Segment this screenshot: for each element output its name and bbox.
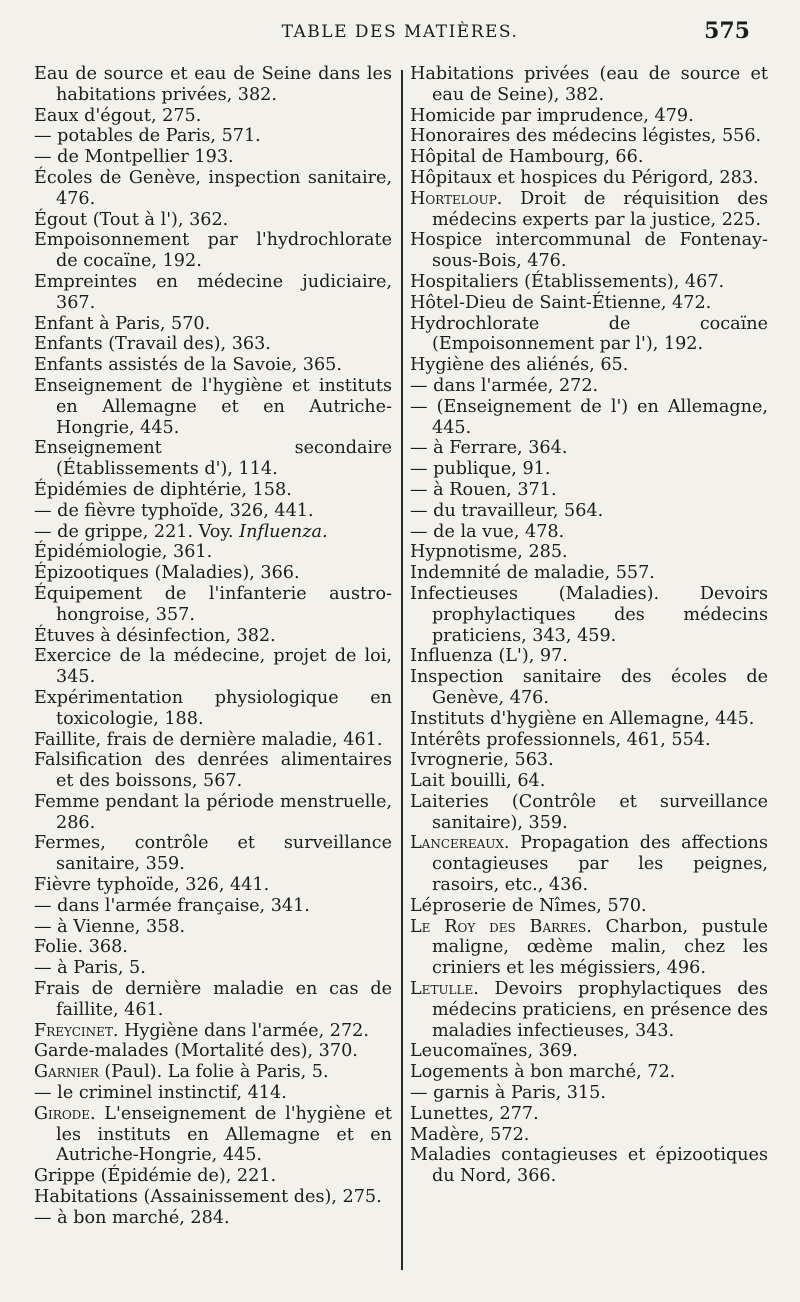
entry-text: Hôpitaux et hospices du Périgord, 283. xyxy=(410,167,759,188)
index-entry xyxy=(410,64,768,106)
entry-text: Intérêts professionnels, 461, 554. xyxy=(410,729,711,750)
entry-text: Enseignement secondaire (Établissements d'), 114. xyxy=(34,438,392,480)
index-entry xyxy=(410,730,768,751)
entry-text: Lait bouilli, 64. xyxy=(410,771,546,792)
index-entry xyxy=(410,1041,768,1062)
entry-text: Infectieuses (Maladies). Devoirs prophylactiques des médecins praticiens, 343, 459. xyxy=(410,583,768,646)
entry-text: Garde-malades (Mortalité des), 370. xyxy=(34,1041,358,1062)
entry-text: Habitations (Assainissement des), 275. xyxy=(34,1187,382,1208)
index-entry xyxy=(410,480,768,501)
index-entry xyxy=(34,750,392,792)
index-entry xyxy=(410,376,768,397)
entry-text: Enfants assistés de la Savoie, 365. xyxy=(34,355,342,376)
index-entry xyxy=(34,1041,392,1062)
index-entry xyxy=(34,792,392,834)
entry-text: Égout (Tout à l'), 362. xyxy=(34,209,229,230)
index-entry xyxy=(34,937,392,958)
index-entry xyxy=(410,501,768,522)
entry-text: Madère, 572. xyxy=(410,1124,530,1145)
index-entry xyxy=(410,917,768,979)
index-entry xyxy=(410,147,768,168)
entry-text: Laiteries (Contrôle et surveillance sanitaire), 359. xyxy=(410,791,768,833)
index-entry xyxy=(34,501,392,522)
entry-text: Enfants (Travail des), 363. xyxy=(34,334,271,355)
author-name: Freycinet. xyxy=(34,1020,119,1041)
entry-text: L'enseignement de l'hygiène et les instituts en Allemagne et en Autriche-Hongrie, 445. xyxy=(56,1103,392,1166)
index-entry xyxy=(34,334,392,355)
entry-text: Hospice intercommunal de Fontenay-sous-Bois, 476. xyxy=(410,230,768,272)
index-entry xyxy=(34,376,392,438)
entry-text: — de grippe, 221. Voy. xyxy=(34,521,240,542)
index-entry xyxy=(34,917,392,938)
entry-text: — de Montpellier 193. xyxy=(34,147,234,168)
entry-text: Fermes, contrôle et surveillance sanitaire, 359. xyxy=(34,833,392,875)
entry-text: Maladies contagieuses et épizootiques du Nord, 366. xyxy=(410,1145,768,1187)
entry-text: Hygiène dans l'armée, 272. xyxy=(118,1020,369,1041)
entry-text: Fièvre typhoïde, 326, 441. xyxy=(34,875,270,896)
index-entry xyxy=(34,584,392,626)
index-column-left xyxy=(34,64,392,1229)
index-entry xyxy=(34,147,392,168)
entry-text: Épidémies de diphtérie, 158. xyxy=(34,479,292,500)
entry-text: — publique, 91. xyxy=(410,459,551,480)
entry-text: Expérimentation physiologique en toxicologie, 188. xyxy=(34,687,392,729)
entry-text: Eau de source et eau de Seine dans les habitations privées, 382. xyxy=(34,64,392,105)
index-entry xyxy=(410,106,768,127)
index-entry xyxy=(34,958,392,979)
entry-text: Devoirs prophylactiques des médecins praticiens, en présence des maladies infectieuses, 343. xyxy=(432,979,768,1041)
index-entry xyxy=(34,542,392,563)
entry-text: Exercice de la médecine, projet de loi, 345. xyxy=(34,646,392,688)
index-entry xyxy=(34,438,392,480)
index-column-right xyxy=(410,64,768,1187)
index-entry xyxy=(410,1125,768,1146)
entry-text: — le criminel instinctif, 414. xyxy=(34,1083,287,1104)
index-entry xyxy=(34,1062,392,1083)
index-entry xyxy=(410,709,768,730)
entry-text: Étuves à désinfection, 382. xyxy=(34,625,276,646)
entry-text: — à Paris, 5. xyxy=(34,958,146,979)
index-entry xyxy=(34,126,392,147)
entry-text: — à Vienne, 358. xyxy=(34,916,186,937)
entry-text: Logements à bon marché, 72. xyxy=(410,1062,676,1083)
index-entry xyxy=(34,1021,392,1042)
index-entry xyxy=(34,833,392,875)
entry-text: — à Rouen, 371. xyxy=(410,479,557,500)
running-head: TABLE DES MATIÈRES. xyxy=(281,22,519,42)
entry-text: Écoles de Genève, inspection sanitaire, 476. xyxy=(34,167,392,209)
index-entry xyxy=(410,1083,768,1104)
index-entry xyxy=(34,106,392,127)
entry-text: Femme pendant la période menstruelle, 286. xyxy=(34,791,392,833)
entry-text: — du travailleur, 564. xyxy=(410,500,604,521)
entry-text: Hypnotisme, 285. xyxy=(410,542,568,563)
index-entry xyxy=(34,1083,392,1104)
entry-text: Faillite, frais de dernière maladie, 461. xyxy=(34,729,383,750)
index-entry xyxy=(410,542,768,563)
index-entry xyxy=(410,314,768,356)
index-entry xyxy=(410,584,768,646)
entry-text: Équipement de l'infanterie austro-hongroise, 357. xyxy=(34,583,392,625)
entry-text: Hospitaliers (Établissements), 467. xyxy=(410,271,725,292)
entry-text: Épizootiques (Maladies), 366. xyxy=(34,563,300,584)
entry-text: Charbon, pustule maligne, œdème malin, chez les criniers et les mégissiers, 496. xyxy=(432,916,768,979)
author-name: Le Roy des Barres. xyxy=(410,916,592,937)
index-entry xyxy=(34,563,392,584)
index-entry xyxy=(34,210,392,231)
index-entry xyxy=(34,896,392,917)
entry-text: — (Enseignement de l') en Allemagne, 445. xyxy=(410,396,768,438)
entry-text: Empoisonnement par l'hydrochlorate de cocaïne, 192. xyxy=(34,230,392,272)
index-entry xyxy=(410,646,768,667)
index-entry xyxy=(410,563,768,584)
index-entry xyxy=(410,397,768,439)
entry-text: Ivrognerie, 563. xyxy=(410,750,554,771)
index-entry xyxy=(34,230,392,272)
index-entry xyxy=(34,355,392,376)
index-entry xyxy=(410,1062,768,1083)
column-divider xyxy=(401,70,403,1270)
index-entry xyxy=(410,293,768,314)
entry-text: — à bon marché, 284. xyxy=(34,1207,230,1228)
entry-text: Leucomaïnes, 369. xyxy=(410,1041,578,1062)
entry-text: Grippe (Épidémie de), 221. xyxy=(34,1166,277,1187)
entry-text: Indemnité de maladie, 557. xyxy=(410,563,655,584)
entry-text: Inspection sanitaire des écoles de Genève, 476. xyxy=(410,667,768,708)
entry-text: (Paul). La folie à Paris, 5. xyxy=(98,1062,329,1083)
index-entry xyxy=(410,833,768,895)
index-entry xyxy=(34,168,392,210)
index-entry xyxy=(34,1104,392,1166)
index-entry xyxy=(34,522,392,543)
entry-text: Homicide par imprudence, 479. xyxy=(410,105,694,126)
entry-text: — à Ferrare, 364. xyxy=(410,438,568,459)
index-entry xyxy=(410,1145,768,1187)
index-entry xyxy=(410,272,768,293)
index-entry xyxy=(34,1166,392,1187)
entry-text: Folie. 368. xyxy=(34,937,128,958)
index-entry xyxy=(34,1187,392,1208)
entry-text: Hygiène des aliénés, 65. xyxy=(410,355,629,376)
index-entry xyxy=(410,168,768,189)
entry-text: Hôtel-Dieu de Saint-Étienne, 472. xyxy=(410,292,712,313)
author-name: Garnier xyxy=(34,1062,99,1083)
entry-text: Léproserie de Nîmes, 570. xyxy=(410,895,647,916)
index-entry xyxy=(410,522,768,543)
entry-text: Instituts d'hygiène en Allemagne, 445. xyxy=(410,708,755,729)
index-entry xyxy=(410,230,768,272)
index-entry xyxy=(410,792,768,834)
index-entry xyxy=(34,875,392,896)
index-entry xyxy=(34,64,392,106)
page-header xyxy=(0,10,800,50)
entry-text: Influenza (L'), 97. xyxy=(410,646,568,667)
author-name: Girode. xyxy=(34,1103,96,1124)
index-entry xyxy=(34,979,392,1021)
index-entry xyxy=(410,126,768,147)
index-entry xyxy=(410,771,768,792)
author-name: Letulle. xyxy=(410,979,479,1000)
index-entry xyxy=(410,750,768,771)
author-name: Lancereaux. xyxy=(410,833,510,854)
index-entry xyxy=(410,979,768,1041)
index-entry xyxy=(410,189,768,231)
entry-text: Enseignement de l'hygiène et instituts en Allemagne et en Autriche-Hongrie, 445. xyxy=(34,375,392,438)
index-entry xyxy=(410,459,768,480)
index-entry xyxy=(34,314,392,335)
index-entry xyxy=(410,667,768,709)
entry-text: Empreintes en médecine judiciaire, 367. xyxy=(34,271,392,313)
index-entry xyxy=(34,730,392,751)
entry-text: — de fièvre typhoïde, 326, 441. xyxy=(34,500,314,521)
index-entry xyxy=(410,896,768,917)
entry-text: Hôpital de Hambourg, 66. xyxy=(410,147,644,168)
entry-text: Enfant à Paris, 570. xyxy=(34,313,211,334)
index-entry xyxy=(34,1208,392,1229)
entry-text: Frais de dernière maladie en cas de faillite, 461. xyxy=(34,979,392,1020)
cross-reference: Influenza. xyxy=(239,521,328,542)
entry-text: — potables de Paris, 571. xyxy=(34,126,261,147)
entry-text: Eaux d'égout, 275. xyxy=(34,105,202,126)
author-name: Horteloup. xyxy=(410,188,503,209)
entry-text: Propagation des affections contagieuses par les peignes, rasoirs, etc., 436. xyxy=(432,833,768,896)
index-entry xyxy=(410,355,768,376)
index-entry xyxy=(34,626,392,647)
entry-text: — de la vue, 478. xyxy=(410,521,565,542)
entry-text: Épidémiologie, 361. xyxy=(34,542,213,563)
index-entry xyxy=(34,480,392,501)
entry-text: — garnis à Paris, 315. xyxy=(410,1083,606,1104)
index-entry xyxy=(34,646,392,688)
entry-text: Lunettes, 277. xyxy=(410,1103,539,1124)
entry-text: Habitations privées (eau de source et eau de Seine), 382. xyxy=(410,64,768,105)
index-entry xyxy=(34,272,392,314)
entry-text: Hydrochlorate de cocaïne (Empoisonnement par l'), 192. xyxy=(410,313,768,355)
entry-text: Falsification des denrées alimentaires et des boissons, 567. xyxy=(34,750,392,792)
entry-text: Droit de réquisition des médecins experts par la justice, 225. xyxy=(432,188,768,230)
index-entry xyxy=(34,688,392,730)
index-entry xyxy=(410,438,768,459)
entry-text: — dans l'armée française, 341. xyxy=(34,895,310,916)
entry-text: — dans l'armée, 272. xyxy=(410,375,599,396)
index-entry xyxy=(410,1104,768,1125)
entry-text: Honoraires des médecins légistes, 556. xyxy=(410,126,762,147)
page-number: 575 xyxy=(704,18,750,44)
